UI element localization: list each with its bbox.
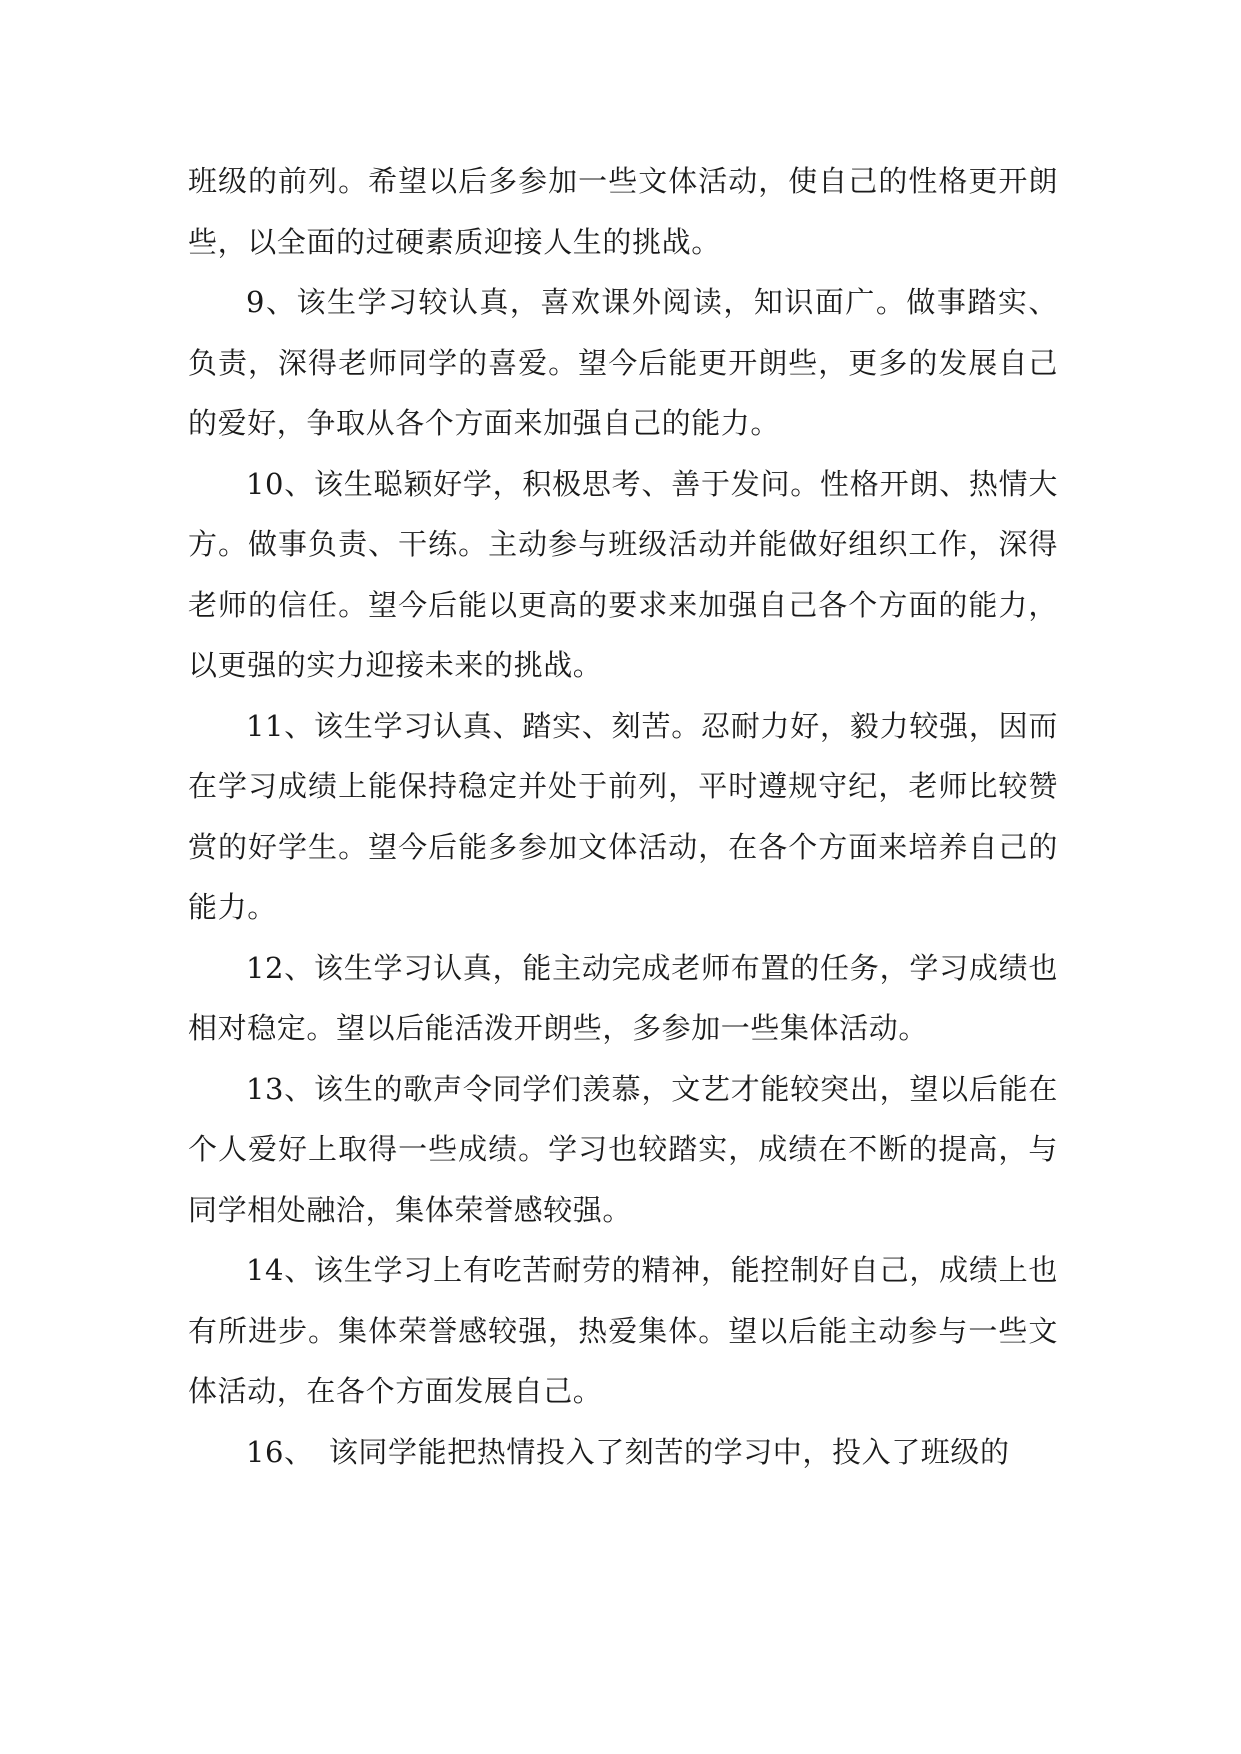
paragraph-item-16: 16、 该同学能把热情投入了刻苦的学习中，投入了班级的 (246, 1434, 1010, 1469)
paragraph-item-11: 11、该生学习认真、踏实、刻苦。忍耐力好，毅力较强，因而在学习成绩上能保持稳定并处于前列，平时遵规守纪，老师比较赞赏的好学生。望今后能多参加文体活动，在各个方面来培养自己的能力。 (188, 708, 1058, 924)
document-body (188, 151, 1058, 1482)
paragraph-continuation: 班级的前列。希望以后多参加一些文体活动，使自己的性格更开朗些，以全面的过硬素质迎接人生的挑战。 (188, 164, 1058, 259)
paragraph-item-13: 13、该生的歌声令同学们羡慕，文艺才能较突出，望以后能在个人爱好上取得一些成绩。学习也较踏实，成绩在不断的提高，与同学相处融洽，集体荣誉感较强。 (188, 1071, 1058, 1227)
paragraph-item-10: 10、该生聪颖好学，积极思考、善于发问。性格开朗、热情大方。做事负责、干练。主动参与班级活动并能做好组织工作，深得老师的信任。望今后能以更高的要求来加强自己各个方面的能力，以更强的实力迎接未来的挑战。 (188, 466, 1058, 682)
paragraph-item-14: 14、该生学习上有吃苦耐劳的精神，能控制好自己，成绩上也有所进步。集体荣誉感较强，热爱集体。望以后能主动参与一些文体活动，在各个方面发展自己。 (188, 1253, 1058, 1408)
paragraph-item-9: 9、该生学习较认真，喜欢课外阅读，知识面广。做事踏实、负责，深得老师同学的喜爱。望今后能更开朗些，更多的发展自己的爱好，争取从各个方面来加强自己的能力。 (188, 285, 1058, 440)
paragraph-item-12: 12、该生学习认真，能主动完成老师布置的任务，学习成绩也相对稳定。望以后能活泼开朗些，多参加一些集体活动。 (188, 950, 1058, 1045)
